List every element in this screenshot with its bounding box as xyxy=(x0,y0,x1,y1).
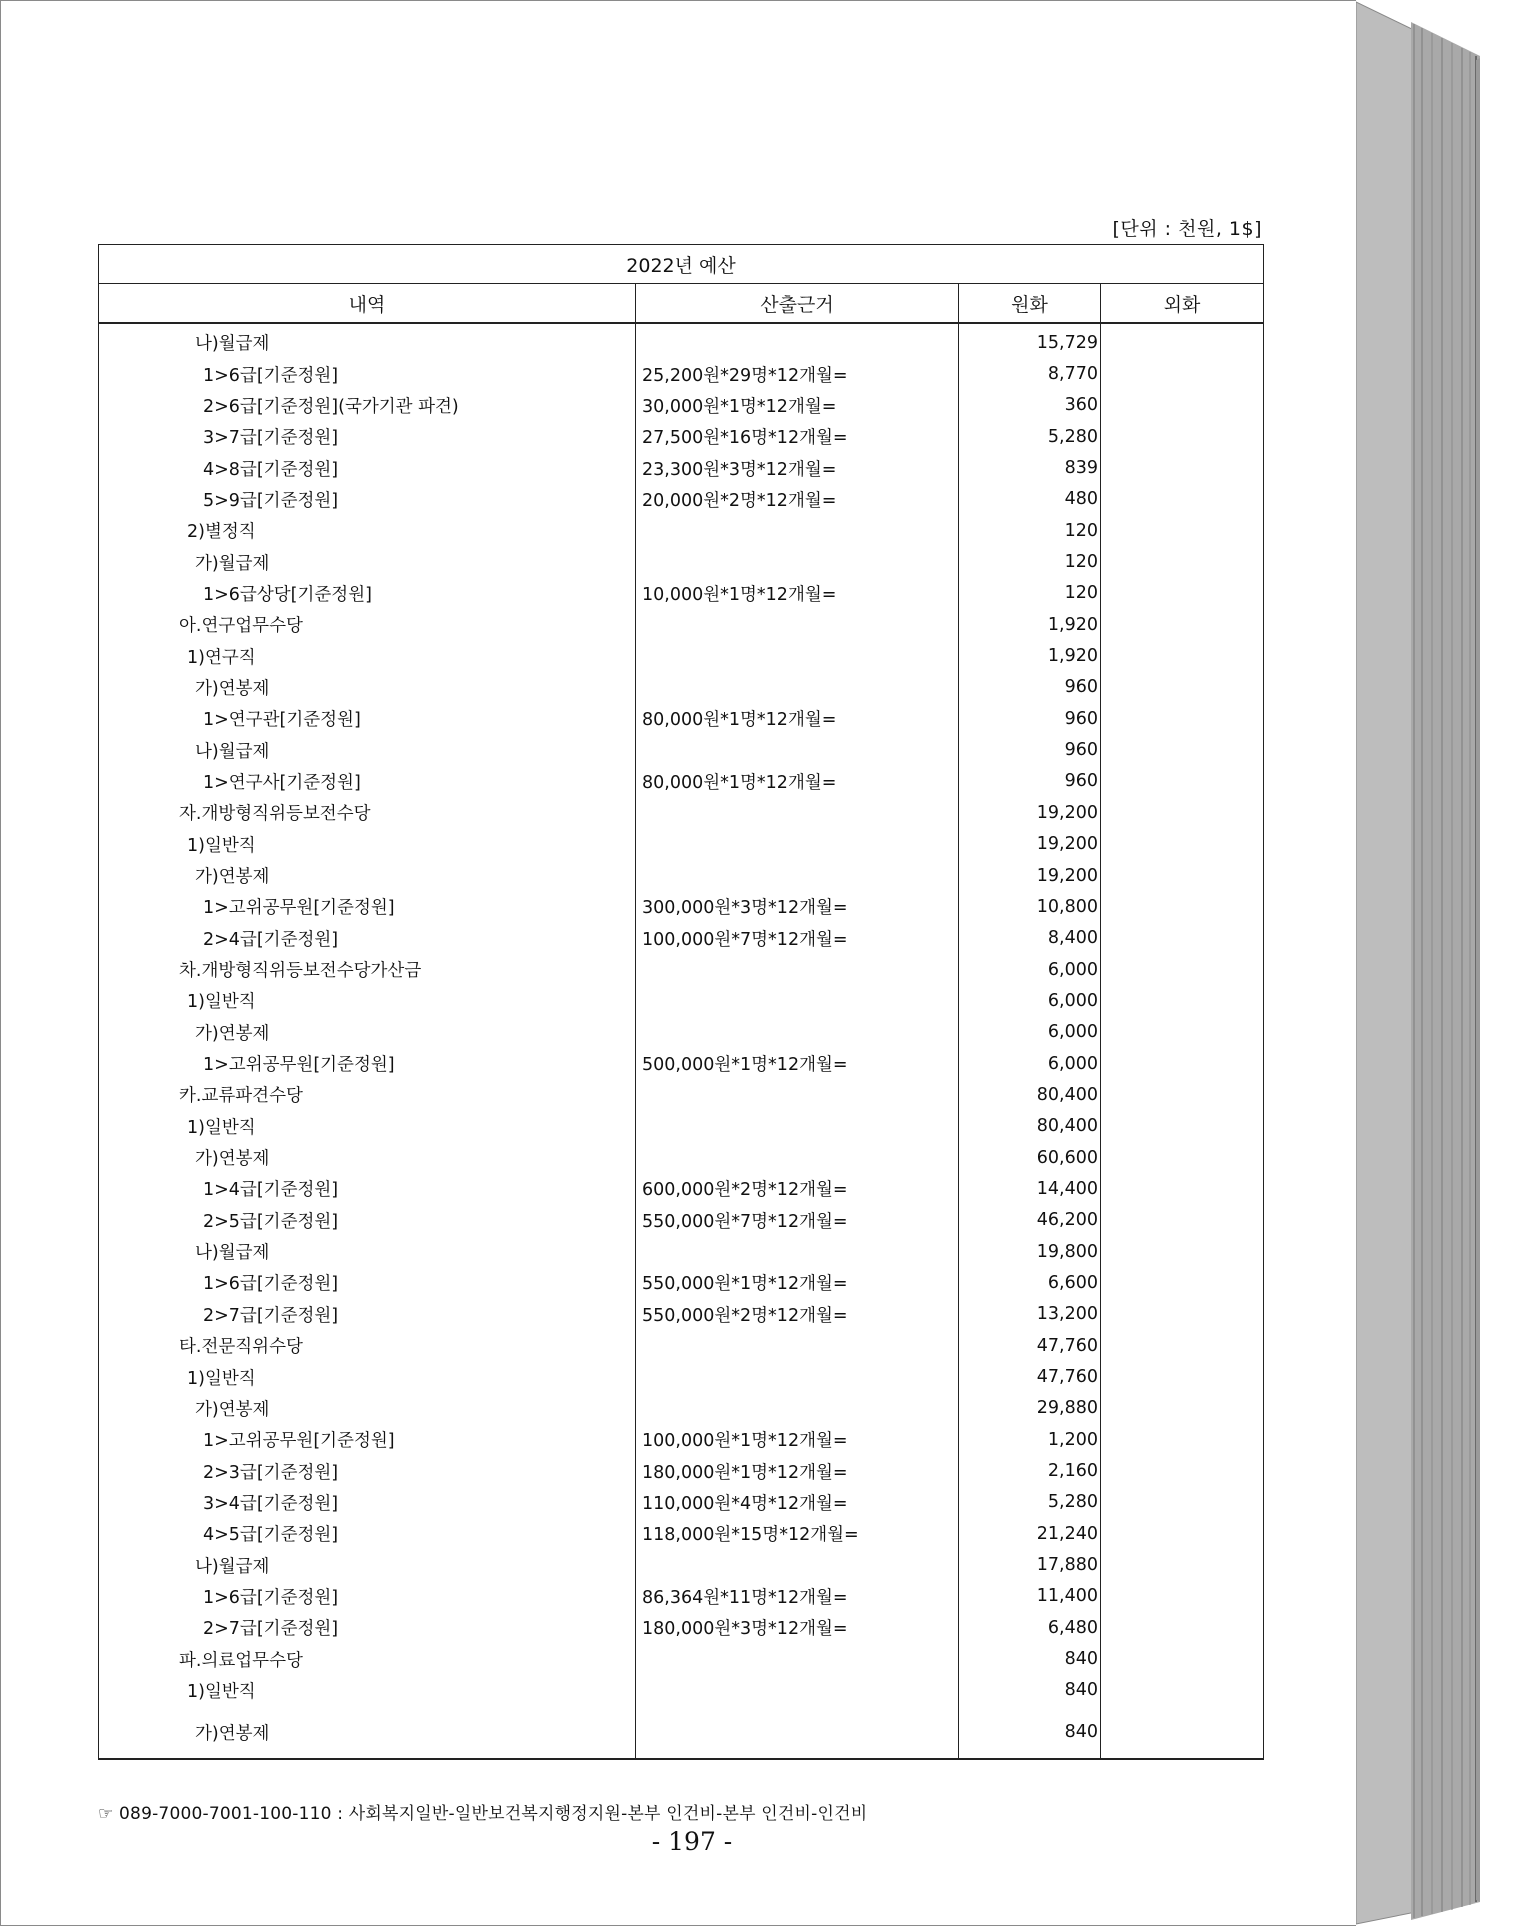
cell-basis xyxy=(636,672,959,703)
cell-item: 2>3급[기준정원] xyxy=(99,1455,636,1486)
cell-won: 6,480 xyxy=(959,1612,1101,1643)
cell-won: 21,240 xyxy=(959,1518,1101,1549)
cell-basis xyxy=(636,1393,959,1424)
cell-won: 60,600 xyxy=(959,1142,1101,1173)
table-row xyxy=(99,484,1264,515)
cell-won: 8,400 xyxy=(959,923,1101,954)
cell-basis xyxy=(636,1706,959,1759)
cell-item: 1>연구사[기준정원] xyxy=(99,766,636,797)
cell-won: 17,880 xyxy=(959,1549,1101,1580)
table-row xyxy=(99,1393,1264,1424)
column-header-foreign: 외화 xyxy=(1101,284,1264,324)
cell-won: 960 xyxy=(959,766,1101,797)
page-number: - 197 - xyxy=(651,1827,733,1856)
cell-basis xyxy=(636,734,959,765)
cell-won: 15,729 xyxy=(959,323,1101,358)
cell-basis xyxy=(636,1017,959,1048)
budget-table xyxy=(98,244,1264,1760)
cell-won: 8,770 xyxy=(959,358,1101,389)
cell-basis: 118,000원*15명*12개월= xyxy=(636,1518,959,1549)
table-row xyxy=(99,1455,1264,1486)
cell-won: 19,200 xyxy=(959,797,1101,828)
cell-item: 1)일반직 xyxy=(99,829,636,860)
cell-won: 6,000 xyxy=(959,985,1101,1016)
cell-item: 1)일반직 xyxy=(99,985,636,1016)
cell-item: 차.개방형직위등보전수당가산금 xyxy=(99,954,636,985)
cell-foreign xyxy=(1101,1236,1264,1267)
cell-won: 19,800 xyxy=(959,1236,1101,1267)
book-page-edges xyxy=(1356,0,1534,1926)
cell-foreign xyxy=(1101,578,1264,609)
cell-won: 120 xyxy=(959,546,1101,577)
year-header: 2022년 예산 xyxy=(99,245,1264,284)
table-row xyxy=(99,1142,1264,1173)
table-row xyxy=(99,1612,1264,1643)
table-row xyxy=(99,1267,1264,1298)
cell-foreign xyxy=(1101,1142,1264,1173)
cell-basis: 10,000원*1명*12개월= xyxy=(636,578,959,609)
budget-table-body xyxy=(99,323,1264,1759)
cell-foreign xyxy=(1101,358,1264,389)
cell-item: 1>6급상당[기준정원] xyxy=(99,578,636,609)
table-row xyxy=(99,640,1264,671)
cell-item: 가)연봉제 xyxy=(99,672,636,703)
table-row xyxy=(99,891,1264,922)
cell-won: 120 xyxy=(959,515,1101,546)
cell-item: 나)월급제 xyxy=(99,734,636,765)
cell-item: 아.연구업무수당 xyxy=(99,609,636,640)
cell-foreign xyxy=(1101,1111,1264,1142)
cell-item: 2>6급[기준정원](국가기관 파견) xyxy=(99,390,636,421)
cell-won: 10,800 xyxy=(959,891,1101,922)
cell-foreign xyxy=(1101,1424,1264,1455)
cell-item: 나)월급제 xyxy=(99,1549,636,1580)
cell-basis xyxy=(636,609,959,640)
cell-item: 자.개방형직위등보전수당 xyxy=(99,797,636,828)
cell-item: 가)연봉제 xyxy=(99,1142,636,1173)
cell-basis: 80,000원*1명*12개월= xyxy=(636,703,959,734)
table-row xyxy=(99,1518,1264,1549)
table-row xyxy=(99,860,1264,891)
cell-item: 3>4급[기준정원] xyxy=(99,1487,636,1518)
cell-basis: 600,000원*2명*12개월= xyxy=(636,1173,959,1204)
table-row xyxy=(99,1205,1264,1236)
cell-foreign xyxy=(1101,323,1264,358)
cell-won: 960 xyxy=(959,734,1101,765)
cell-foreign xyxy=(1101,640,1264,671)
cell-foreign xyxy=(1101,923,1264,954)
cell-basis: 300,000원*3명*12개월= xyxy=(636,891,959,922)
cell-basis xyxy=(636,546,959,577)
cell-item: 가)연봉제 xyxy=(99,1706,636,1759)
cell-item: 3>7급[기준정원] xyxy=(99,421,636,452)
cell-item: 파.의료업무수당 xyxy=(99,1643,636,1674)
cell-foreign xyxy=(1101,452,1264,483)
cell-foreign xyxy=(1101,1017,1264,1048)
table-row xyxy=(99,1173,1264,1204)
table-row xyxy=(99,578,1264,609)
cell-item: 4>8급[기준정원] xyxy=(99,452,636,483)
cell-basis xyxy=(636,954,959,985)
cell-basis: 550,000원*7명*12개월= xyxy=(636,1205,959,1236)
cell-won: 47,760 xyxy=(959,1361,1101,1392)
cell-foreign xyxy=(1101,1267,1264,1298)
cell-item: 4>5급[기준정원] xyxy=(99,1518,636,1549)
cell-won: 960 xyxy=(959,672,1101,703)
cell-foreign xyxy=(1101,1299,1264,1330)
cell-basis xyxy=(636,797,959,828)
column-header-basis: 산출근거 xyxy=(636,284,959,324)
cell-won: 46,200 xyxy=(959,1205,1101,1236)
cell-basis: 80,000원*1명*12개월= xyxy=(636,766,959,797)
cell-foreign xyxy=(1101,891,1264,922)
cell-foreign xyxy=(1101,1487,1264,1518)
table-row xyxy=(99,797,1264,828)
cell-basis: 180,000원*1명*12개월= xyxy=(636,1455,959,1486)
cell-item: 5>9급[기준정원] xyxy=(99,484,636,515)
cell-basis: 23,300원*3명*12개월= xyxy=(636,452,959,483)
cell-item: 카.교류파견수당 xyxy=(99,1079,636,1110)
cell-foreign xyxy=(1101,829,1264,860)
cell-won: 19,200 xyxy=(959,829,1101,860)
table-row xyxy=(99,1581,1264,1612)
cell-basis xyxy=(636,985,959,1016)
cell-foreign xyxy=(1101,860,1264,891)
cell-basis xyxy=(636,1142,959,1173)
cell-foreign xyxy=(1101,766,1264,797)
cell-basis: 550,000원*1명*12개월= xyxy=(636,1267,959,1298)
cell-foreign xyxy=(1101,1361,1264,1392)
cell-won: 5,280 xyxy=(959,1487,1101,1518)
cell-basis xyxy=(636,1549,959,1580)
cell-basis: 180,000원*3명*12개월= xyxy=(636,1612,959,1643)
cell-won: 1,200 xyxy=(959,1424,1101,1455)
cell-foreign xyxy=(1101,1330,1264,1361)
cell-won: 11,400 xyxy=(959,1581,1101,1612)
table-row xyxy=(99,1017,1264,1048)
cell-item: 2>7급[기준정원] xyxy=(99,1612,636,1643)
table-row xyxy=(99,1487,1264,1518)
cell-item: 2>5급[기준정원] xyxy=(99,1205,636,1236)
table-row xyxy=(99,1299,1264,1330)
table-row xyxy=(99,1643,1264,1674)
cell-item: 가)월급제 xyxy=(99,546,636,577)
cell-won: 840 xyxy=(959,1706,1101,1759)
cell-basis: 25,200원*29명*12개월= xyxy=(636,358,959,389)
column-header-won: 원화 xyxy=(959,284,1101,324)
cell-basis: 100,000원*1명*12개월= xyxy=(636,1424,959,1455)
cell-won: 29,880 xyxy=(959,1393,1101,1424)
cell-item: 1)연구직 xyxy=(99,640,636,671)
cell-item: 1>4급[기준정원] xyxy=(99,1173,636,1204)
table-row xyxy=(99,452,1264,483)
cell-won: 360 xyxy=(959,390,1101,421)
table-row xyxy=(99,1079,1264,1110)
cell-item: 1>고위공무원[기준정원] xyxy=(99,1048,636,1079)
cell-basis xyxy=(636,1361,959,1392)
table-row xyxy=(99,1048,1264,1079)
table-row xyxy=(99,1424,1264,1455)
cell-won: 960 xyxy=(959,703,1101,734)
cell-foreign xyxy=(1101,1612,1264,1643)
cell-item: 나)월급제 xyxy=(99,323,636,358)
cell-item: 1>고위공무원[기준정원] xyxy=(99,1424,636,1455)
cell-basis xyxy=(636,1079,959,1110)
table-row xyxy=(99,829,1264,860)
cell-item: 1>6급[기준정원] xyxy=(99,1267,636,1298)
cell-foreign xyxy=(1101,1079,1264,1110)
table-row xyxy=(99,923,1264,954)
table-row xyxy=(99,1111,1264,1142)
cell-foreign xyxy=(1101,954,1264,985)
cell-foreign xyxy=(1101,734,1264,765)
cell-won: 6,000 xyxy=(959,1017,1101,1048)
cell-won: 120 xyxy=(959,578,1101,609)
table-row xyxy=(99,323,1264,358)
cell-basis: 110,000원*4명*12개월= xyxy=(636,1487,959,1518)
table-row xyxy=(99,1549,1264,1580)
cell-basis xyxy=(636,1330,959,1361)
cell-foreign xyxy=(1101,1205,1264,1236)
cell-basis: 20,000원*2명*12개월= xyxy=(636,484,959,515)
column-header-item: 내역 xyxy=(99,284,636,324)
cell-foreign xyxy=(1101,390,1264,421)
cell-foreign xyxy=(1101,421,1264,452)
cell-item: 가)연봉제 xyxy=(99,860,636,891)
cell-foreign xyxy=(1101,797,1264,828)
cell-basis xyxy=(636,1236,959,1267)
cell-item: 2)별정직 xyxy=(99,515,636,546)
table-row xyxy=(99,358,1264,389)
cell-won: 839 xyxy=(959,452,1101,483)
cell-item: 1>6급[기준정원] xyxy=(99,1581,636,1612)
table-row xyxy=(99,985,1264,1016)
cell-basis: 100,000원*7명*12개월= xyxy=(636,923,959,954)
cell-item: 1>연구관[기준정원] xyxy=(99,703,636,734)
footnote: ☞ 089-7000-7001-100-110 : 사회복지일반-일반보건복지행정지원-본부 인건비-본부 인건비-인건비 xyxy=(98,1804,868,1824)
cell-basis xyxy=(636,1675,959,1706)
cell-basis: 550,000원*2명*12개월= xyxy=(636,1299,959,1330)
cell-item: 가)연봉제 xyxy=(99,1017,636,1048)
cell-won: 13,200 xyxy=(959,1299,1101,1330)
cell-basis xyxy=(636,829,959,860)
cell-foreign xyxy=(1101,609,1264,640)
cell-won: 1,920 xyxy=(959,609,1101,640)
table-row xyxy=(99,421,1264,452)
table-row xyxy=(99,1361,1264,1392)
cell-item: 2>7급[기준정원] xyxy=(99,1299,636,1330)
cell-won: 6,600 xyxy=(959,1267,1101,1298)
cell-item: 1>고위공무원[기준정원] xyxy=(99,891,636,922)
cell-basis: 86,364원*11명*12개월= xyxy=(636,1581,959,1612)
cell-won: 840 xyxy=(959,1643,1101,1674)
cell-won: 80,400 xyxy=(959,1079,1101,1110)
cell-won: 2,160 xyxy=(959,1455,1101,1486)
table-row xyxy=(99,1236,1264,1267)
cell-basis: 30,000원*1명*12개월= xyxy=(636,390,959,421)
cell-item: 가)연봉제 xyxy=(99,1393,636,1424)
cell-item: 1)일반직 xyxy=(99,1361,636,1392)
cell-basis xyxy=(636,515,959,546)
table-row xyxy=(99,766,1264,797)
cell-foreign xyxy=(1101,484,1264,515)
cell-basis: 500,000원*1명*12개월= xyxy=(636,1048,959,1079)
cell-foreign xyxy=(1101,1581,1264,1612)
cell-basis: 27,500원*16명*12개월= xyxy=(636,421,959,452)
table-row xyxy=(99,390,1264,421)
cell-foreign xyxy=(1101,1048,1264,1079)
cell-foreign xyxy=(1101,1643,1264,1674)
cell-won: 480 xyxy=(959,484,1101,515)
cell-foreign xyxy=(1101,1518,1264,1549)
cell-won: 80,400 xyxy=(959,1111,1101,1142)
cell-foreign xyxy=(1101,515,1264,546)
cell-foreign xyxy=(1101,1173,1264,1204)
cell-won: 840 xyxy=(959,1675,1101,1706)
table-row xyxy=(99,734,1264,765)
cell-item: 나)월급제 xyxy=(99,1236,636,1267)
table-row xyxy=(99,546,1264,577)
cell-basis xyxy=(636,640,959,671)
cell-foreign xyxy=(1101,703,1264,734)
cell-foreign xyxy=(1101,672,1264,703)
unit-label: [단위 : 천원, 1$] xyxy=(1112,218,1262,240)
cell-won: 47,760 xyxy=(959,1330,1101,1361)
cell-won: 14,400 xyxy=(959,1173,1101,1204)
cell-foreign xyxy=(1101,1393,1264,1424)
table-row xyxy=(99,609,1264,640)
table-row xyxy=(99,1706,1264,1759)
cell-basis xyxy=(636,860,959,891)
cell-foreign xyxy=(1101,1675,1264,1706)
cell-won: 1,920 xyxy=(959,640,1101,671)
table-row xyxy=(99,954,1264,985)
table-row xyxy=(99,1675,1264,1706)
cell-basis xyxy=(636,1643,959,1674)
cell-item: 타.전문직위수당 xyxy=(99,1330,636,1361)
cell-item: 1)일반직 xyxy=(99,1111,636,1142)
cell-basis xyxy=(636,1111,959,1142)
cell-foreign xyxy=(1101,546,1264,577)
cell-won: 5,280 xyxy=(959,421,1101,452)
document-page xyxy=(2,2,1358,1922)
cell-won: 6,000 xyxy=(959,1048,1101,1079)
cell-item: 1)일반직 xyxy=(99,1675,636,1706)
cell-won: 6,000 xyxy=(959,954,1101,985)
cell-foreign xyxy=(1101,1455,1264,1486)
cell-item: 2>4급[기준정원] xyxy=(99,923,636,954)
cell-foreign xyxy=(1101,985,1264,1016)
table-row xyxy=(99,1330,1264,1361)
cell-foreign xyxy=(1101,1706,1264,1759)
cell-basis xyxy=(636,323,959,358)
table-row xyxy=(99,672,1264,703)
table-row xyxy=(99,515,1264,546)
cell-foreign xyxy=(1101,1549,1264,1580)
table-row xyxy=(99,703,1264,734)
cell-item: 1>6급[기준정원] xyxy=(99,358,636,389)
cell-won: 19,200 xyxy=(959,860,1101,891)
